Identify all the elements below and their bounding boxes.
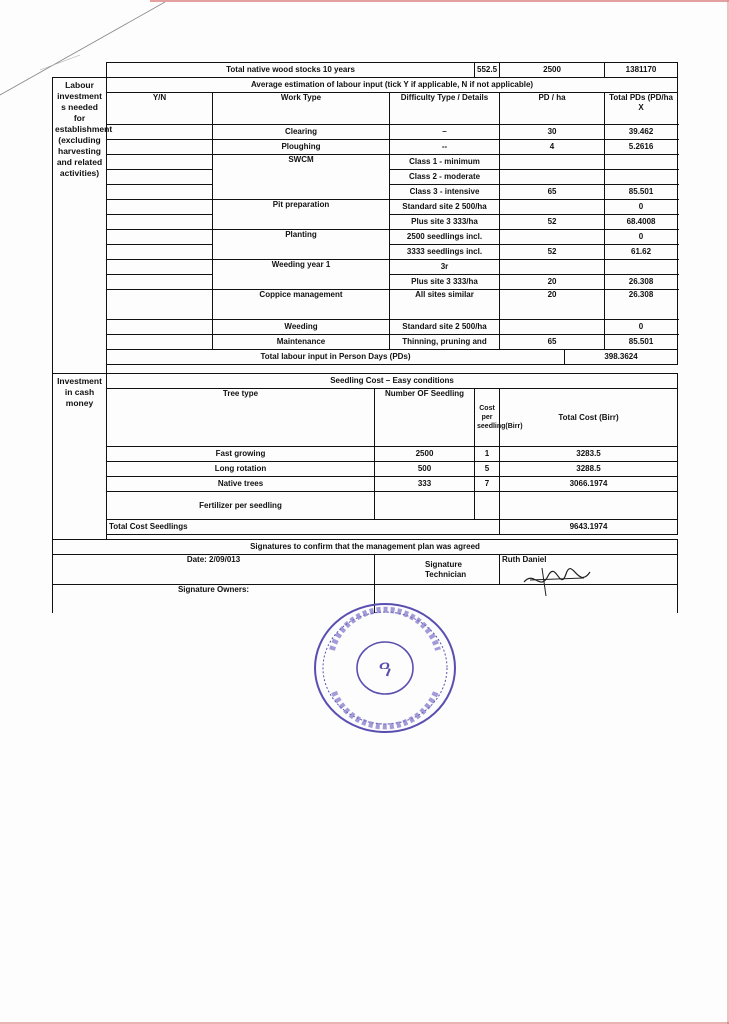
col-cost-per-seedling: Cost per seedling(Birr) bbox=[475, 389, 500, 447]
owners-label: Signature Owners: bbox=[53, 585, 375, 613]
cash-side-label: Investment in cash money bbox=[53, 374, 107, 540]
pd-cell: 20 bbox=[500, 290, 605, 320]
total-cell: 26.308 bbox=[605, 275, 678, 290]
labour-header-row bbox=[53, 93, 678, 125]
yn-cell[interactable] bbox=[107, 125, 213, 140]
total-cell: 39.462 bbox=[605, 125, 678, 140]
difficulty-cell: Class 2 - moderate bbox=[390, 170, 500, 185]
handwritten-signature bbox=[520, 562, 594, 598]
table-row bbox=[53, 335, 678, 350]
difficulty-cell: 2500 seedlings incl. bbox=[390, 230, 500, 245]
difficulty-cell: -- bbox=[390, 140, 500, 155]
table-row bbox=[53, 140, 678, 155]
total-cost-cell: 3066.1974 bbox=[500, 477, 678, 492]
labour-side-label: Labour investment s needed for establishment (excluding harvesting and related activities) bbox=[53, 78, 107, 374]
total-cost-cell: 3288.5 bbox=[500, 462, 678, 477]
yn-cell[interactable] bbox=[107, 185, 213, 200]
col-tree-type: Tree type bbox=[107, 389, 375, 447]
labour-total-label: Total labour input in Person Days (PDs) bbox=[107, 350, 565, 365]
work-type-cell: Weeding year 1 bbox=[213, 260, 390, 290]
table-row bbox=[53, 230, 678, 245]
stocks-label: Total native wood stocks 10 years bbox=[107, 63, 475, 78]
yn-cell[interactable] bbox=[107, 140, 213, 155]
yn-cell[interactable] bbox=[107, 275, 213, 290]
table-row bbox=[53, 200, 678, 215]
scan-edge-top bbox=[150, 0, 729, 2]
stocks-value-1: 552.5 bbox=[475, 63, 500, 78]
table-row bbox=[53, 320, 678, 335]
date-cell: Date: 2/09/013 bbox=[53, 555, 375, 585]
difficulty-cell: Plus site 3 333/ha bbox=[390, 275, 500, 290]
pd-cell: 20 bbox=[500, 275, 605, 290]
yn-cell[interactable] bbox=[107, 320, 213, 335]
tree-type-cell: Fast growing bbox=[107, 447, 375, 462]
yn-cell[interactable] bbox=[107, 200, 213, 215]
col-difficulty: Difficulty Type / Details bbox=[390, 93, 500, 125]
pd-cell: 65 bbox=[500, 185, 605, 200]
pd-cell bbox=[500, 200, 605, 215]
col-yn: Y/N bbox=[107, 93, 213, 125]
table-row bbox=[53, 477, 678, 492]
cost-cell: 1 bbox=[475, 447, 500, 462]
difficulty-cell: 3r bbox=[390, 260, 500, 275]
col-total-cost: Total Cost (Birr) bbox=[500, 389, 678, 447]
stocks-value-2: 2500 bbox=[500, 63, 605, 78]
seedling-cost-title: Seedling Cost – Easy conditions bbox=[107, 374, 678, 389]
work-type-cell: SWCM bbox=[213, 155, 390, 200]
yn-cell[interactable] bbox=[107, 230, 213, 245]
total-cell: 0 bbox=[605, 230, 678, 245]
col-number-seedling: Number OF Seedling bbox=[375, 389, 475, 447]
technician-name-cell: Ruth Daniel bbox=[500, 555, 678, 585]
total-cost-cell bbox=[500, 492, 678, 520]
work-type-cell: Planting bbox=[213, 230, 390, 260]
labour-total-row bbox=[53, 350, 678, 365]
total-cell bbox=[605, 170, 678, 185]
yn-cell[interactable] bbox=[107, 260, 213, 275]
yn-cell[interactable] bbox=[107, 335, 213, 350]
difficulty-cell: Plus site 3 333/ha bbox=[390, 215, 500, 230]
col-pd-ha: PD / ha bbox=[500, 93, 605, 125]
number-cell: 500 bbox=[375, 462, 475, 477]
number-cell bbox=[375, 492, 475, 520]
col-work-type: Work Type bbox=[213, 93, 390, 125]
cash-total-value: 9643.1974 bbox=[500, 520, 678, 535]
tree-type-cell: Long rotation bbox=[107, 462, 375, 477]
yn-cell[interactable] bbox=[107, 155, 213, 170]
difficulty-cell: Standard site 2 500/ha bbox=[390, 320, 500, 335]
pd-cell bbox=[500, 230, 605, 245]
difficulty-cell: Thinning, pruning and bbox=[390, 335, 500, 350]
labour-total-value: 398.3624 bbox=[565, 350, 678, 365]
table-row bbox=[53, 462, 678, 477]
total-cell: 5.2616 bbox=[605, 140, 678, 155]
total-cell bbox=[605, 260, 678, 275]
cost-cell bbox=[475, 492, 500, 520]
total-cell: 61.62 bbox=[605, 245, 678, 260]
total-cell: 68.4008 bbox=[605, 215, 678, 230]
difficulty-cell: Class 1 - minimum bbox=[390, 155, 500, 170]
work-type-cell: Maintenance bbox=[213, 335, 390, 350]
stocks-row bbox=[53, 63, 678, 78]
yn-cell[interactable] bbox=[107, 290, 213, 320]
cash-total-label: Total Cost Seedlings bbox=[107, 520, 500, 535]
table-row bbox=[53, 447, 678, 462]
work-type-cell: Coppice management bbox=[213, 290, 390, 320]
difficulty-cell: – bbox=[390, 125, 500, 140]
col-total-pds: Total PDs (PD/ha X bbox=[605, 93, 678, 125]
work-type-cell: Weeding bbox=[213, 320, 390, 335]
signatures-title-row bbox=[53, 540, 678, 555]
difficulty-cell: All sites similar bbox=[390, 290, 500, 320]
work-type-cell: Ploughing bbox=[213, 140, 390, 155]
svg-text:ዓ: ዓ bbox=[378, 657, 392, 682]
table-row bbox=[53, 260, 678, 275]
cash-header-row bbox=[53, 389, 678, 447]
cost-cell: 7 bbox=[475, 477, 500, 492]
table-row bbox=[53, 492, 678, 520]
difficulty-cell: 3333 seedlings incl. bbox=[390, 245, 500, 260]
pd-cell: 52 bbox=[500, 245, 605, 260]
signature-technician-cell: Signature Technician bbox=[375, 555, 500, 585]
pd-cell bbox=[500, 320, 605, 335]
total-cell: 85.501 bbox=[605, 335, 678, 350]
table-row bbox=[53, 125, 678, 140]
work-type-cell: Pit preparation bbox=[213, 200, 390, 230]
pd-cell: 65 bbox=[500, 335, 605, 350]
avg-estimation-label: Average estimation of labour input (tick Y if applicable, N if not applicable) bbox=[107, 78, 678, 93]
yn-cell[interactable] bbox=[107, 170, 213, 185]
pd-cell bbox=[500, 260, 605, 275]
official-stamp bbox=[312, 600, 458, 736]
total-cost-cell: 3283.5 bbox=[500, 447, 678, 462]
cash-total-row bbox=[53, 520, 678, 535]
number-cell: 333 bbox=[375, 477, 475, 492]
stocks-value-3: 1381170 bbox=[605, 63, 678, 78]
total-cell: 0 bbox=[605, 200, 678, 215]
table-row bbox=[53, 290, 678, 320]
table-row bbox=[53, 155, 678, 170]
pd-cell bbox=[500, 155, 605, 170]
tree-type-cell: Native trees bbox=[107, 477, 375, 492]
total-cell: 0 bbox=[605, 320, 678, 335]
number-cell: 2500 bbox=[375, 447, 475, 462]
pd-cell bbox=[500, 170, 605, 185]
management-plan-table bbox=[52, 62, 678, 613]
yn-cell[interactable] bbox=[107, 215, 213, 230]
pd-cell: 4 bbox=[500, 140, 605, 155]
difficulty-cell: Standard site 2 500/ha bbox=[390, 200, 500, 215]
total-cell: 26.308 bbox=[605, 290, 678, 320]
difficulty-cell: Class 3 - intensive bbox=[390, 185, 500, 200]
total-cell: 85.501 bbox=[605, 185, 678, 200]
work-type-cell: Clearing bbox=[213, 125, 390, 140]
pd-cell: 30 bbox=[500, 125, 605, 140]
total-cell bbox=[605, 155, 678, 170]
pd-cell: 52 bbox=[500, 215, 605, 230]
yn-cell[interactable] bbox=[107, 245, 213, 260]
cost-cell: 5 bbox=[475, 462, 500, 477]
tree-type-cell: Fertilizer per seedling bbox=[107, 492, 375, 520]
signatures-title: Signatures to confirm that the management plan was agreed bbox=[53, 540, 678, 555]
